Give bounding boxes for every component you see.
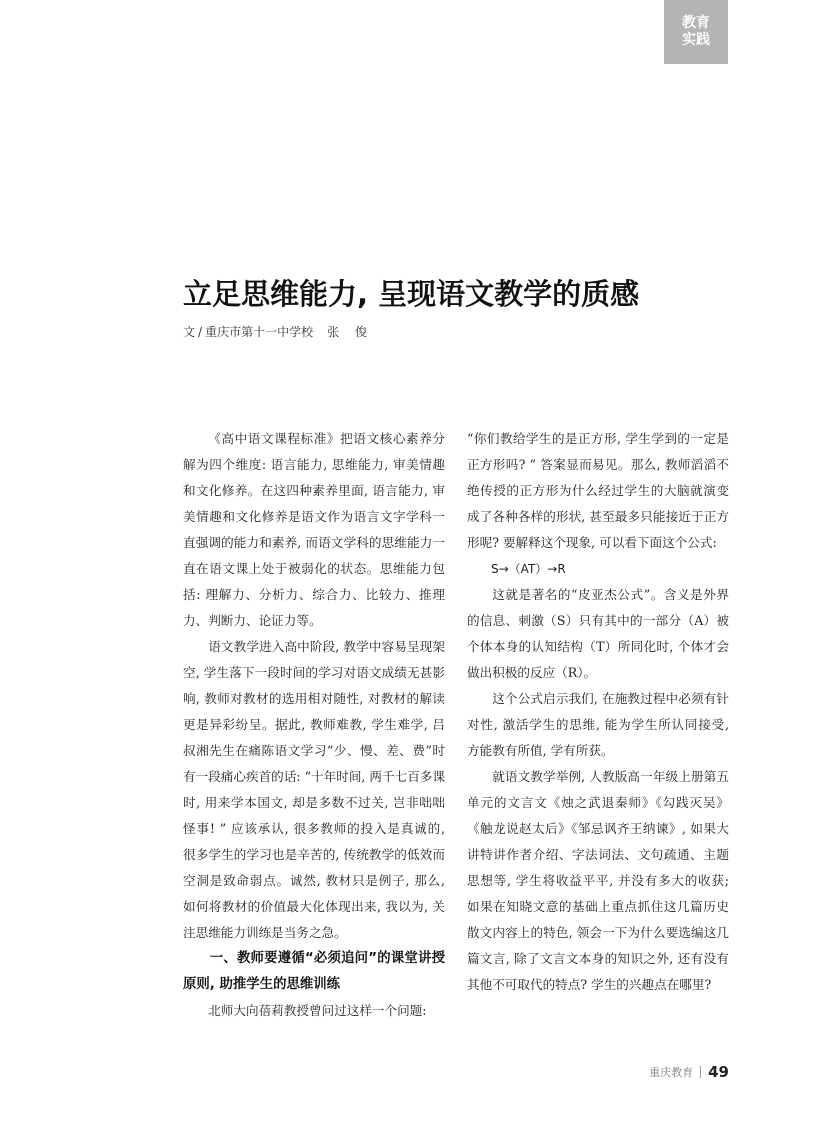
left-paragraph-2: 语文教学进入高中阶段, 教学中容易呈现架空, 学生落下一段时间的学习对语文成绩无甚影响, 教师对教材的选用相对随性, 对教材的解读更是异彩纷呈。据此, 教师难教, 学生难学, 吕叔湘先生在痛陈语文学习“少、慢、差、费”时有一段痛心疾首的话: “十年时间, 两千七百多课时, 用来学本国文, 却是多数不过关, 岂非咄咄怪事! ” 应该承认, 很多教师的投入是真诚的, 很多学生的学习也是辛苦的, 传统教学的低效而空洞是致命弱点。诚然, 教材只是例子, 那么, 如何将教材的价值最大化体现出来, 我以为, 关注思维能力训练是当务之急。 (183, 639, 445, 940)
section-tag (664, 0, 728, 64)
byline (183, 324, 373, 340)
right-paragraph-3: 这个公式启示我们, 在施教过程中必须有针对性, 激活学生的思维, 能为学生所认同接受, 方能教有所值, 学有所获。 (467, 691, 729, 758)
page-number: 49 (708, 1063, 729, 1081)
piaget-formula: S→（AT）→R (491, 562, 566, 576)
section-tag-line2: 实践 (682, 32, 710, 48)
left-column (183, 426, 445, 1024)
byline-prefix: 文 (183, 325, 196, 339)
byline-separator: / (198, 325, 203, 339)
magazine-name: 重庆教育 (649, 1066, 694, 1079)
left-paragraph-1: 《高中语文课程标准》把语文核心素养分解为四个维度: 语言能力, 思维能力, 审美情趣和文化修养。在这四种素养里面, 语言能力, 审美情趣和文化修养是语文作为语言文字学科一直强调的能力和素养, 而语文学科的思维能力一直在语文课上处于被弱化的状态。思维能力包括: 理解力、分析力、综合力、比较力、推理力、判断力、论证力等。 (183, 431, 445, 628)
right-paragraph-2: 这就是著名的“皮亚杰公式”。含义是外界的信息、刺激（S）只有其中的一部分（A）被个体本身的认知结构（T）所同化时, 个体才会做出积极的反应（R）。 (467, 587, 729, 680)
author-affiliation: 重庆市第十一中学校 (205, 325, 314, 339)
right-paragraph-1: “你们教给学生的是正方形, 学生学到的一定是正方形吗? ” 答案显而易见。那么, 教师滔滔不绝传授的正方形为什么经过学生的大脑就演变成了各种各样的形状, 甚至最多只能接近于正方形呢? 要解释这个现象, 可以看下面这个公式: (467, 431, 729, 550)
author-name: 张 俊 (327, 325, 373, 339)
section-heading: 一、教师要遵循“必须追问”的课堂讲授原则, 助推学生的思维训练 (183, 951, 445, 992)
page-footer (649, 1063, 729, 1081)
section-tag-line1: 教育 (682, 15, 710, 31)
article-title: 立足思维能力, 呈现语文教学的质感 (183, 277, 640, 311)
right-column (467, 426, 729, 998)
left-paragraph-3: 北师大向蓓莉教授曾问过这样一个问题: (208, 1003, 427, 1018)
right-paragraph-4: 就语文教学举例, 人教版高一年级上册第五单元的文言文《烛之武退秦师》《勾践灭吴》《触龙说赵太后》《邹忌讽齐王纳谏》, 如果大讲特讲作者介绍、字法词法、文句疏通、主题思想等, 学生将收益平平, 并没有多大的收获; 如果在知晓文意的基础上重点抓住这几篇历史散文内容上的特色, 领会一下为什么要选编这几篇文言, 除了文言文本身的知识之外, 还有没有其他不可取代的特点? 学生的兴趣点在哪里? (467, 769, 729, 992)
footer-divider (700, 1066, 701, 1078)
